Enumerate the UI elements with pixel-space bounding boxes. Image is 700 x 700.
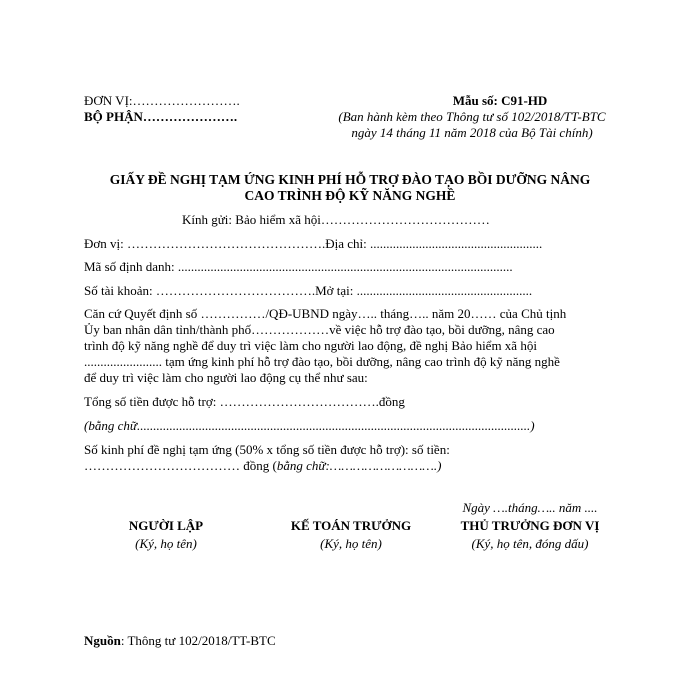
- source-line: [84, 633, 276, 649]
- paragraph-line-3: trình độ kỹ năng nghề để duy trì việc làm cho người lao động, đề nghị Bảo hiểm xã hội: [84, 338, 537, 353]
- account-field: Số tài khoản: ……………………………….: [84, 283, 316, 298]
- advance-line-1: Số kinh phí đề nghị tạm ứng (50% x tổng số tiền được hỗ trợ): số tiền:: [84, 442, 450, 457]
- total-amount-line: Tổng số tiền được hỗ trợ: ……………………………….đồng: [84, 394, 405, 409]
- paragraph-line-2: Ủy ban nhân dân tỉnh/thành phố………………về việc hỗ trợ đào tạo, bồi dưỡng, nâng cao: [84, 322, 555, 337]
- form-code: Mẫu số: C91-HD: [452, 93, 548, 108]
- head-note: (Ký, họ tên, đóng dấu): [471, 536, 589, 551]
- unit-line: [84, 236, 542, 252]
- paragraph-line-4: ........................ tạm ứng kinh phí hỗ trợ đào tạo, bồi dưỡng, nâng cao trình độ kỹ năng nghề: [84, 354, 560, 369]
- addressee-line: Kính gửi: Bảo hiểm xã hội…………………………………: [182, 212, 490, 227]
- unit-header: ĐƠN VỊ:…………………….: [84, 93, 240, 108]
- source-label: Nguồn: [84, 633, 121, 648]
- issued-line-2: ngày 14 tháng 11 năm 2018 của Bộ Tài chính): [351, 125, 593, 140]
- account-line: [84, 283, 532, 299]
- address-field: Địa chỉ: .....................................................: [325, 236, 543, 251]
- preparer-title: NGƯỜI LẬP: [128, 518, 204, 533]
- id-line: Mã số định danh: .......................................................................................................: [84, 259, 513, 274]
- paragraph-line-1: Căn cứ Quyết định số ……………/QĐ-UBND ngày….. tháng….. năm 20…… của Chủ tịnh: [84, 306, 567, 321]
- document-title-line-1: GIẤY ĐỀ NGHỊ TẠM ỨNG KINH PHÍ HỖ TRỢ ĐÀO TẠO BỒI DƯỠNG NÂNG: [109, 172, 591, 187]
- total-in-words-line: (bằng chữ.........................................................................................................................): [84, 418, 535, 433]
- document-title-line-2: CAO TRÌNH ĐỘ KỸ NĂNG NGHỀ: [244, 188, 456, 203]
- accountant-title: KẾ TOÁN TRƯỞNG: [290, 518, 412, 533]
- issued-line-1: (Ban hành kèm theo Thông tư số 102/2018/TT-BTC: [338, 109, 606, 124]
- preparer-note: (Ký, họ tên): [135, 536, 197, 551]
- source-text: : Thông tư 102/2018/TT-BTC: [120, 633, 276, 648]
- advance-line-2: [84, 458, 441, 474]
- head-title: THỦ TRƯỞNG ĐƠN VỊ: [460, 518, 600, 533]
- paragraph-line-5: để duy trì việc làm cho người lao động cụ thể như sau:: [84, 370, 368, 385]
- department-header: BỘ PHẬN………………….: [84, 109, 238, 124]
- advance-in-words: bằng chữ:……………………….): [276, 458, 442, 473]
- advance-amount: ……………………………… đồng (: [84, 458, 277, 473]
- accountant-note: (Ký, họ tên): [320, 536, 382, 551]
- bank-field: Mở tại: ......................................................: [315, 283, 533, 298]
- date-line: Ngày ….tháng….. năm ....: [462, 500, 598, 515]
- unit-field: Đơn vị: ……………………………………….: [84, 236, 326, 251]
